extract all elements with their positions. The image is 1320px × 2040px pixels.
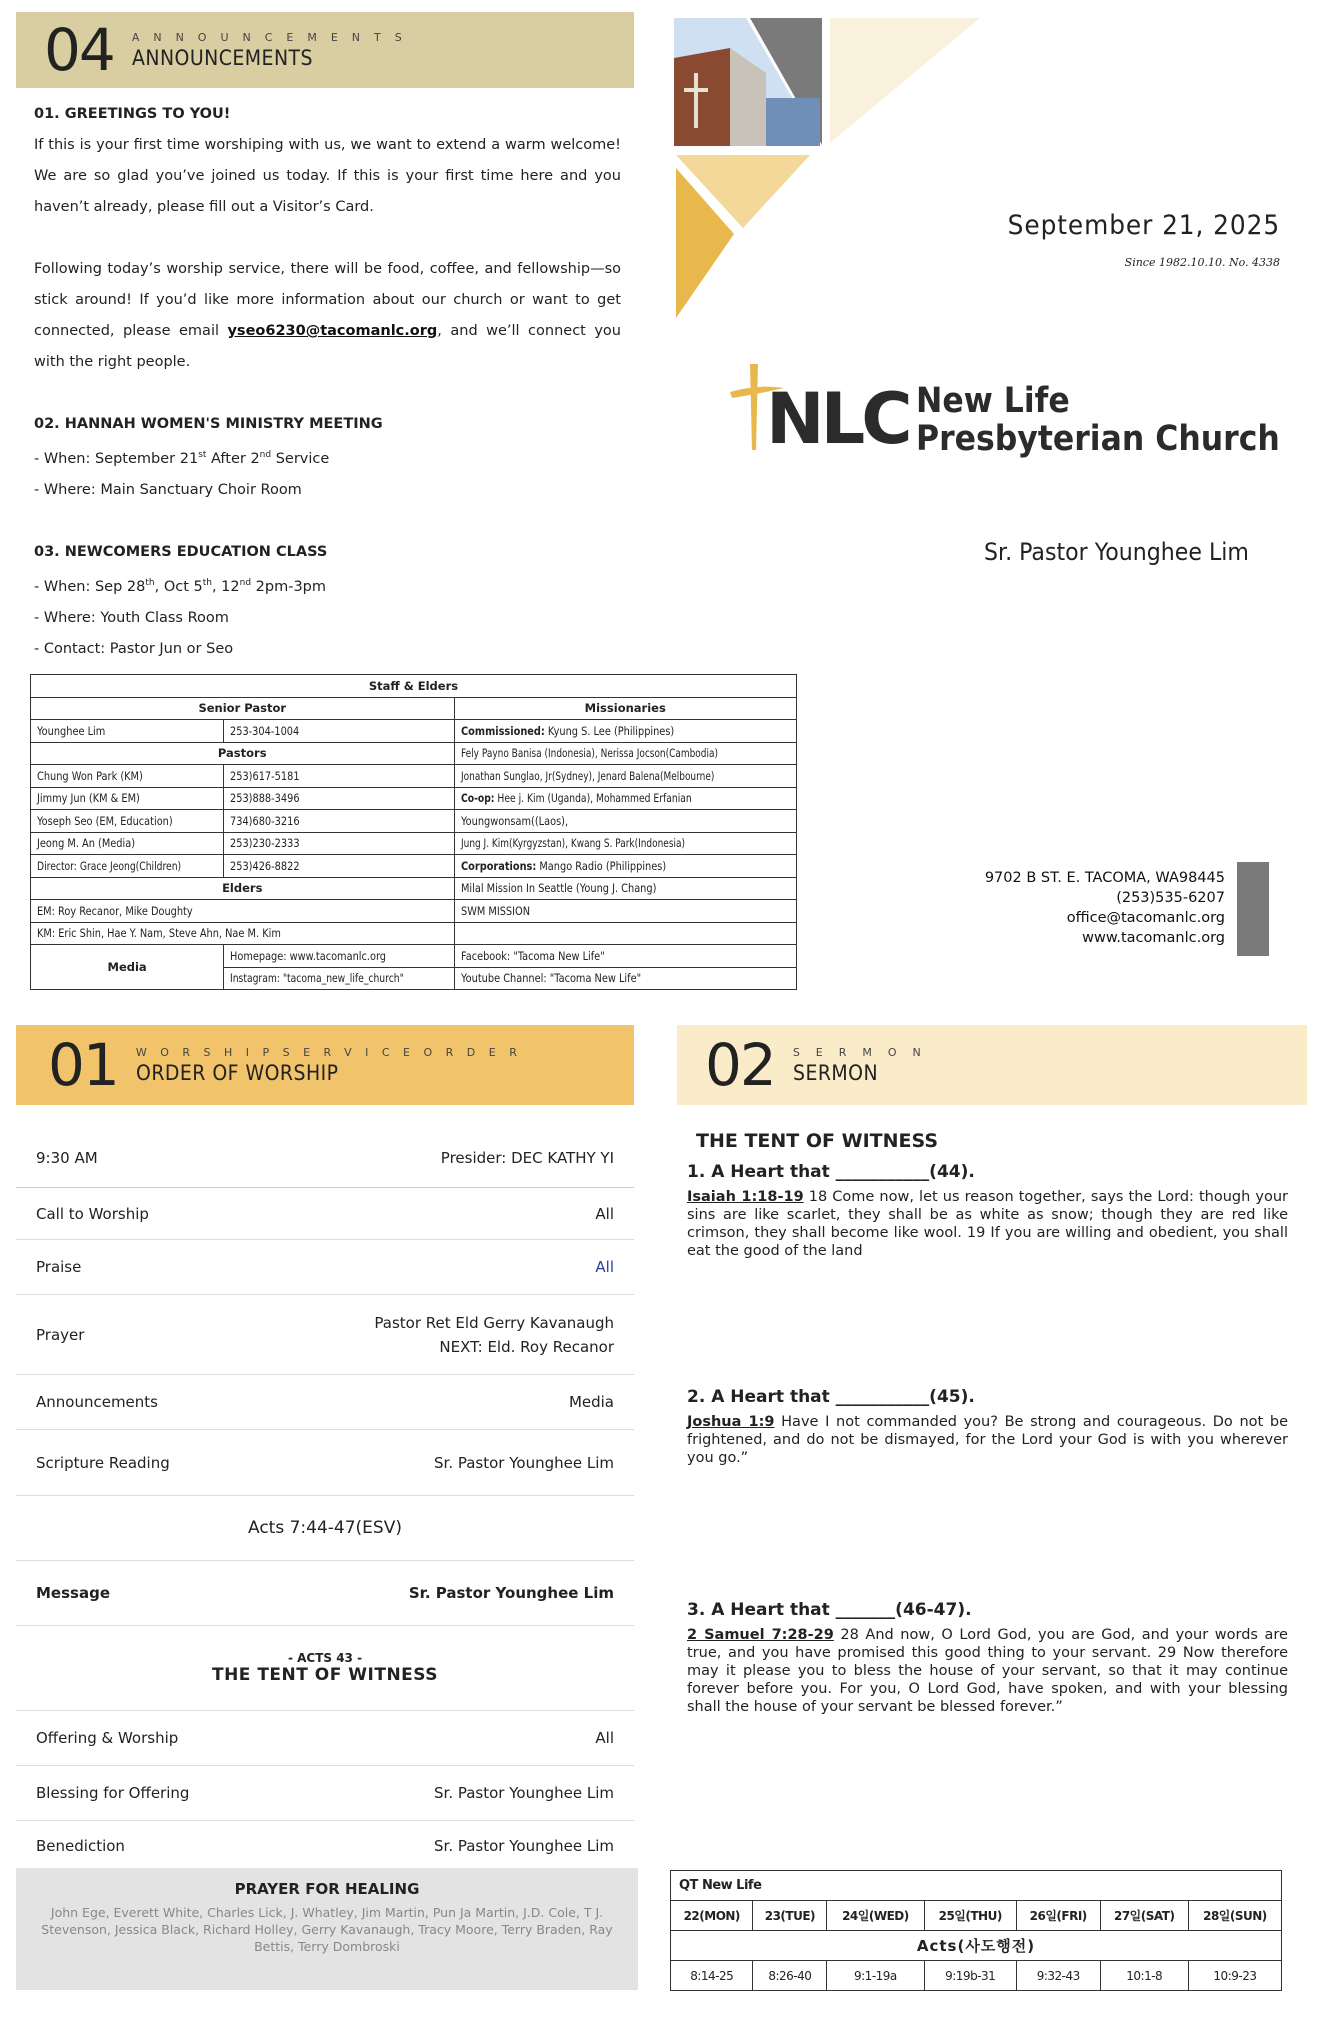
point-3-title: 3. A Heart that _______(46-47).: [687, 1600, 972, 1620]
pastor-phone: 734)680-3216: [230, 813, 300, 828]
point-3-text: 2 Samuel 7:28-29 28 And now, O Lord God, you are God, and your words are true, and you have promised this good thing to your servant. 29 Now therefore may it please you to bless the house of your servant, so that it may continue forever before you. For you, O Lord God, have spoken, and with your blessing shall the house of your servant be blessed forever.”: [687, 1627, 1288, 1715]
order-item: Announcements Media: [16, 1375, 634, 1430]
worship-order-list: [16, 1128, 634, 1871]
order-item: Call to Worship All: [16, 1188, 634, 1240]
missionary-row: Corporations: Mango Radio (Philippines): [460, 858, 666, 873]
order-item: Offering & Worship All: [16, 1711, 634, 1766]
section-title: ANNOUNCEMENTS: [131, 45, 313, 70]
time-row: 9:30 AM Presider: DEC KATHY YI: [16, 1128, 634, 1188]
staff-title: Staff & Elders: [31, 675, 797, 698]
senior-phone: 253-304-1004: [230, 723, 300, 738]
email-link[interactable]: yseo6230@tacomanlc.org: [227, 323, 438, 339]
cover-since: Since 1982.10.10. No. 4338: [1124, 256, 1280, 269]
cream-triangle: [830, 18, 980, 143]
section-number: 04: [44, 16, 114, 84]
cover-address: [985, 868, 1225, 948]
point-1-title: 1. A Heart that ___________(44).: [687, 1162, 975, 1182]
hannah-title: 02. HANNAH WOMEN'S MINISTRY MEETING: [34, 416, 383, 432]
section-spaced-label: SERMON: [792, 1045, 937, 1059]
qt-days-row: [671, 1901, 1282, 1931]
greetings-text: If this is your first time worshiping with us, we want to extend a warm welcome! We are so glad you’ve joined us today. If this is your first time here and you haven’t already, please fill out a Visitor’s Card.: [34, 137, 621, 215]
qt-ref: 9:1-19a: [827, 1961, 924, 1991]
announcements-body: [34, 99, 621, 665]
qt-book: Acts(사도행전): [671, 1931, 1282, 1961]
qt-day: 28일(SUN): [1188, 1901, 1281, 1931]
section-spaced-label: ANNOUNCEMENTS: [131, 30, 416, 44]
missionary-row: Co-op: Hee j. Kim (Uganda), Mohammed Erfanian: [460, 791, 692, 806]
newcomers-contact: - Contact: Pastor Jun or Seo: [34, 640, 234, 657]
staff-table-wrap: [30, 674, 718, 990]
website-line: www.tacomanlc.org: [1082, 930, 1225, 946]
section-title: SERMON: [792, 1060, 878, 1085]
missionary-row: Jung J. Kim(Kyrgyzstan), Kwang S. Park(Indonesia): [460, 836, 685, 851]
elder-row: KM: Eric Shin, Hae Y. Nam, Steve Ahn, Nae M. Kim: [37, 926, 281, 941]
missionary-row: Milal Mission In Seattle (Young J. Chang): [460, 881, 656, 896]
qt-ref: 9:19b-31: [924, 1961, 1016, 1991]
order-item: Praise All: [16, 1240, 634, 1295]
staff-table: [30, 674, 797, 990]
missionary-row: SWM MISSION: [460, 903, 530, 918]
pastor-phone: 253)426-8822: [230, 858, 300, 873]
point-2-title: 2. A Heart that ___________(45).: [687, 1387, 975, 1407]
section-number: 02: [705, 1031, 775, 1099]
qt-ref: 9:32-43: [1016, 1961, 1100, 1991]
qt-day: 22(MON): [671, 1901, 753, 1931]
section-spaced-label: WORSHIPSERVICEORDER: [135, 1045, 531, 1059]
qt-table: [670, 1870, 1282, 1991]
point-2-text: Joshua 1:9 Have I not commanded you? Be strong and courageous. Do not be frightened, and do not be dismayed, for the Lord your God is with you wherever you go.”: [687, 1414, 1288, 1466]
newcomers-when: - When: Sep 28th, Oct 5th, 12nd 2pm-3pm: [34, 577, 327, 595]
series-label: - ACTS 43 -: [287, 1651, 363, 1665]
senior-name: Younghee Lim: [37, 723, 106, 738]
sermon-title: THE TENT OF WITNESS: [211, 1665, 439, 1685]
phone-line: (253)535-6207: [1116, 890, 1225, 906]
qt-day: 23(TUE): [753, 1901, 827, 1931]
pastor-name: Jimmy Jun (KM & EM): [37, 791, 140, 806]
sermon-point-3: [687, 1600, 1288, 1716]
facebook-text: Facebook: "Tacoma New Life": [460, 948, 605, 963]
senior-pastor-head: Senior Pastor: [31, 697, 455, 720]
qt-ref: 8:14-25: [671, 1961, 753, 1991]
qt-ref: 10:9-23: [1188, 1961, 1281, 1991]
homepage-text: Homepage: www.tacomanlc.org: [230, 948, 387, 963]
hannah-where: - Where: Main Sanctuary Choir Room: [34, 481, 302, 498]
newcomers-where: - Where: Youth Class Room: [34, 609, 229, 626]
sermon-heading: THE TENT OF WITNESS: [696, 1130, 938, 1152]
cover-date: September 21, 2025: [1007, 210, 1280, 241]
fellowship-text: Following today’s worship service, there will be food, coffee, and fellowship—so stick around! If you’d like more information about our church or want to get connected, please email yseo6230@tacomanlc.org, and we’ll connect you with the right people.: [34, 261, 621, 370]
healing-names: John Ege, Everett White, Charles Lick, J. Whatley, Jim Martin, Pun Ja Martin, J.D. Cole, T J. Stevenson, Jessica Black, Richard Holley, Gerry Kavanaugh, Tracy Moore, Terry Braden, Ray Bettis, Terry Dombroski: [41, 1905, 613, 1954]
youtube-text: Youtube Channel: "Tacoma New Life": [460, 971, 641, 986]
qt-day: 25일(THU): [924, 1901, 1016, 1931]
pastors-head: Pastors: [31, 742, 455, 765]
qt-day: 24일(WED): [827, 1901, 924, 1931]
pastor-phone: 253)230-2333: [230, 836, 300, 851]
logo-line1: New Life: [916, 381, 1070, 421]
qt-table-wrap: [670, 1870, 1282, 1991]
qt-ref: 10:1-8: [1100, 1961, 1188, 1991]
pastor-name: Yoseph Seo (EM, Education): [37, 813, 173, 828]
sermon-point-2: [687, 1387, 1288, 1467]
missionary-row: Jonathan Sunglao, Jr(Sydney), Jenard Balena(Melbourne): [460, 768, 714, 783]
section-title: ORDER OF WORSHIP: [135, 1060, 339, 1085]
pastor-name: Jeong M. An (Media): [37, 836, 136, 851]
worship-header: [16, 1025, 634, 1105]
pastor-phone: 253)617-5181: [230, 768, 300, 783]
sermon-title-block: [16, 1626, 634, 1711]
cover-pastor: Sr. Pastor Younghee Lim: [984, 538, 1249, 566]
email-line: office@tacomanlc.org: [1066, 910, 1225, 926]
healing-box: [16, 1868, 638, 1990]
sermon-body: [687, 1130, 1288, 1260]
gray-bar: [1237, 862, 1269, 956]
announcements-header: [16, 12, 634, 88]
media-label: Media: [31, 945, 224, 990]
pastor-phone: 253)888-3496: [230, 791, 300, 806]
hannah-when: - When: September 21st After 2nd Service: [34, 450, 330, 467]
missionary-row: Commissioned: Kyung S. Lee (Philippines): [460, 723, 674, 738]
qt-ref: 8:26-40: [753, 1961, 827, 1991]
logo-letters: NLC: [766, 378, 909, 460]
qt-day: 26일(FRI): [1016, 1901, 1100, 1931]
scripture-ref: Acts 7:44-47(ESV): [16, 1496, 634, 1561]
elders-head: Elders: [31, 877, 455, 900]
qt-title: QT New Life: [671, 1871, 1282, 1901]
sermon-header: [677, 1025, 1307, 1105]
order-item: Message Sr. Pastor Younghee Lim: [16, 1561, 634, 1626]
pastor-name: Director: Grace Jeong(Children): [37, 858, 182, 873]
order-item: Blessing for Offering Sr. Pastor Younghee Lim: [16, 1766, 634, 1821]
order-item: Prayer Pastor Ret Eld Gerry Kavanaugh NEXT: Eld. Roy Recanor: [16, 1295, 634, 1375]
greetings-title: 01. GREETINGS TO YOU!: [34, 106, 231, 122]
healing-title: PRAYER FOR HEALING: [234, 1880, 420, 1898]
qt-day: 27일(SAT): [1100, 1901, 1188, 1931]
order-item: Scripture Reading Sr. Pastor Younghee Lim: [16, 1430, 634, 1496]
missionaries-head: Missionaries: [454, 697, 796, 720]
logo-line2: Presbyterian Church: [916, 419, 1280, 459]
cover-graphic: [670, 18, 990, 318]
church-logo: [728, 362, 1288, 462]
instagram-text: Instagram: "tacoma_new_life_church": [230, 971, 405, 986]
qt-refs-row: [671, 1961, 1282, 1991]
newcomers-title: 03. NEWCOMERS EDUCATION CLASS: [34, 543, 328, 560]
missionary-row: Youngwonsam((Laos),: [460, 813, 568, 828]
point-1-text: Isaiah 1:18-19 18 Come now, let us reason together, says the Lord: though your sins are like scarlet, they shall be as white as snow; though they are red like crimson, they shall become like wool. 19 If you are willing and obedient, you shall eat the good of the land: [687, 1189, 1289, 1259]
address-line: 9702 B ST. E. TACOMA, WA98445: [984, 870, 1225, 886]
elder-row: EM: Roy Recanor, Mike Doughty: [37, 903, 193, 918]
order-item: Benediction Sr. Pastor Younghee Lim: [16, 1821, 634, 1871]
missionary-row: Fely Payno Banisa (Indonesia), Nerissa Jocson(Cambodia): [460, 746, 718, 761]
section-number: 01: [48, 1031, 118, 1099]
pastor-name: Chung Won Park (KM): [37, 768, 143, 783]
